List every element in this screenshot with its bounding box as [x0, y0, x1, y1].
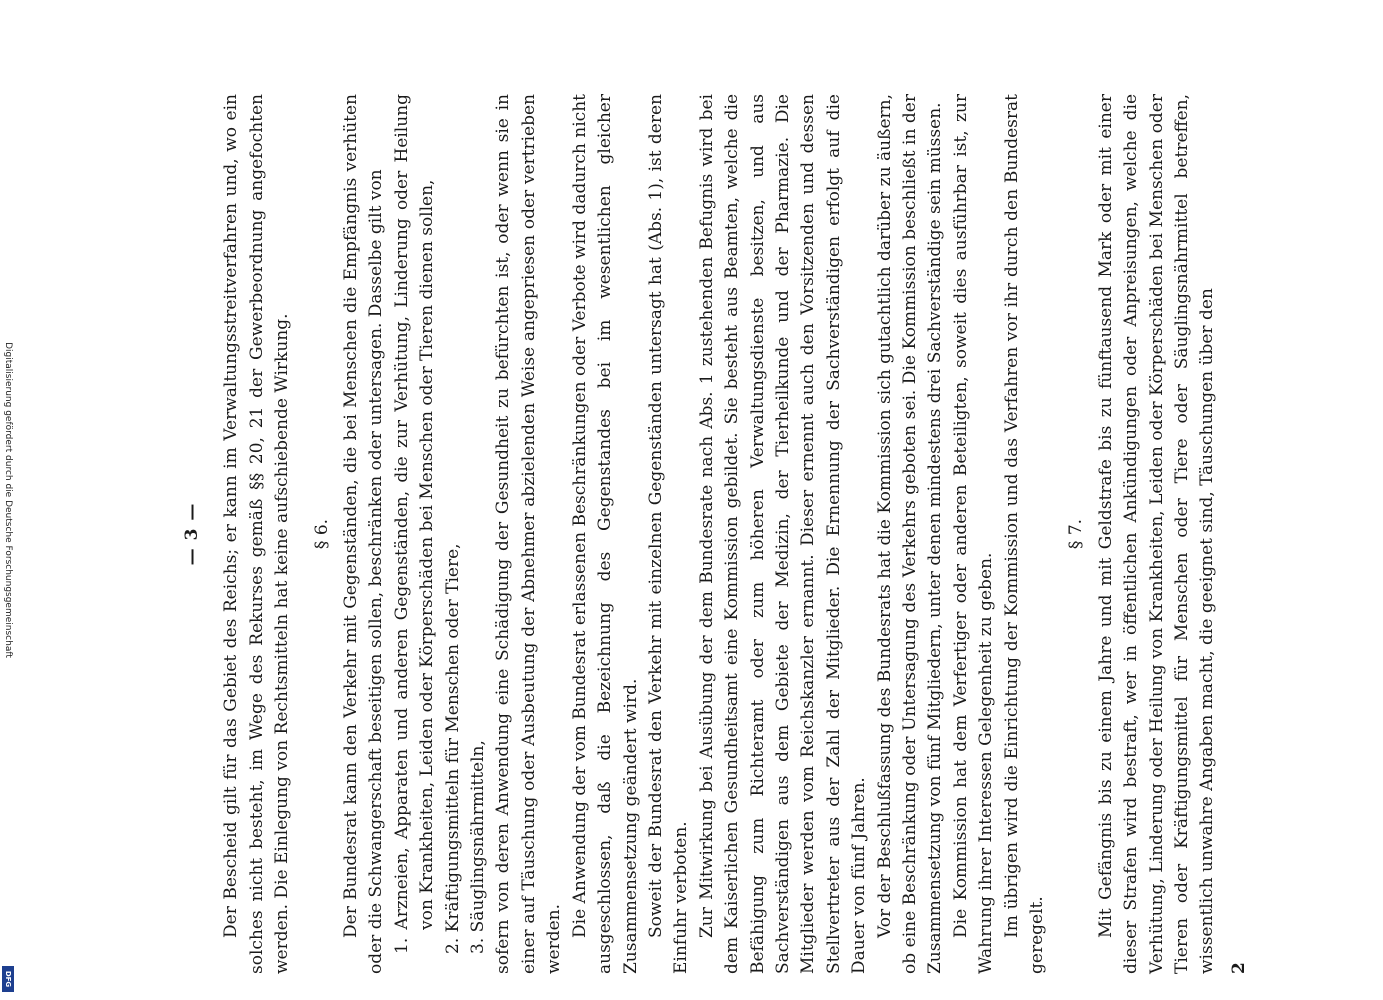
section-7-paragraph: Mit Gefängnis bis zu einem Jahre und mit Geldstrafe bis zu fünftausend Mark oder mit einer dieser Strafen wird bestraft, wer in öffentlichen Ankündigungen oder Anpreisungen, welche die Verhütung, Linderung oder Heilung von Krankheiten, Leiden oder Körperschäden bei Menschen oder Tieren oder Kräftigungsmittel für Menschen oder Tiere oder Säuglingsnährmittel betreffen, wissentlich unwahre Angaben macht, die geeignet sind, Täuschungen über den	[1095, 94, 1218, 974]
section-6-paragraph: Im übrigen wird die Einrichtung der Kommission und das Verfahren vor ihr durch den Bundesrat geregelt.	[1001, 94, 1047, 974]
section-7-heading: § 7.	[1066, 518, 1087, 550]
section-6-paragraph: Die Kommission hat dem Verfertiger oder anderen Beteiligten, soweit dies ausführbar ist, zur Wahrung ihrer Interessen Gelegenheit zu geben.	[950, 94, 997, 974]
section-6-intro: Der Bundesrat kann den Verkehr mit Gegenständen, die bei Menschen die Empfängnis verhüten oder die Schwangerschaft beseitigen sollen, beschränken oder untersagen. Dasselbe gilt von	[341, 94, 387, 974]
section-6-heading: § 6.	[311, 518, 332, 550]
section-6-item-2: 2. Kräftigungsmitteln für Menschen oder Tiere,	[442, 543, 463, 954]
section-6-item-1: 1. Arzneien, Apparaten und anderen Gegenständen, die zur Verhütung, Linderung oder Heilung von Krankheiten, Leiden oder Körperschäden bei Menschen oder Tieren dienen sollen,	[391, 94, 438, 954]
page-text	[180, 84, 1249, 984]
page-header: — 3 —	[182, 502, 202, 566]
paragraph-bescheid: Der Bescheid gilt für das Gebiet des Reichs; er kann im Verwaltungsstreitverfahren und, wo ein solches nicht besteht, im Wege des Rekurses gemäß §§ 20, 21 der Gewerbeordnung angefochten werden. Die Einlegung von Rechtsmitteln hat keine aufschiebende Wirkung.	[221, 94, 293, 974]
section-6-paragraph: Die Anwendung der vom Bundesrat erlassenen Beschränkungen oder Verbote wird dadurch nicht ausgeschlossen, daß die Bezeichnung des Gegenstandes bei im wesentlichen gleicher Zusammensetzung geändert wird.	[569, 94, 641, 974]
section-6-paragraph: Zur Mitwirkung bei Ausübung der dem Bundesrate nach Abs. 1 zustehenden Befugnis wird bei dem Kaiserlichen Gesundheitsamt eine Kommission gebildet. Sie besteht aus Beamten, welche die Befähigung zum Richteramt oder zum höheren Verwaltungsdienste besitzen, und aus Sachverständigen aus dem Gebiete der Medizin, der Tierheilkunde und der Pharmazie. Die Mitglieder werden vom Reichskanzler ernannt. Dieser ernennt auch den Vorsitzenden und dessen Stellvertreter aus der Zahl der Mitglieder. Die Ernennung der Sachverständigen erfolgt auf die Dauer von fünf Jahren.	[696, 94, 870, 974]
margin-credit	[0, 0, 16, 1000]
section-6-paragraph: Soweit der Bundesrat den Verkehr mit einzelnen Gegenständen untersagt hat (Abs. 1), ist deren Einfuhr verboten.	[645, 94, 692, 974]
sheet-signature: 2	[1228, 962, 1249, 974]
section-6-paragraph: sofern von deren Anwendung eine Schädigung der Gesundheit zu befürchten ist, oder wenn sie in einer auf Täuschung oder Ausbeutung der Abnehmer abzielenden Weise angepriesen oder vertrieben werden.	[493, 94, 565, 974]
page-rotation	[180, 84, 1249, 984]
section-6-item-3: 3. Säuglingsnährmitteln,	[468, 740, 489, 954]
dfg-logo-text: DFG	[4, 970, 12, 988]
section-6-paragraph: Vor der Beschlußfassung des Bundesrats hat die Kommission sich gutachtlich darüber zu äußern, ob eine Beschränkung oder Untersagung des Verkehrs geboten sei. Die Kommission beschließt in der Zusammensetzung von fünf Mitgliedern, unter denen mindestens drei Sachverständige sein müssen.	[874, 94, 946, 974]
dfg-logo	[2, 966, 14, 992]
scanned-page	[180, 84, 1249, 984]
credit-text: Digitalisierung gefördert durch die Deutsche Forschungsgemeinschaft	[3, 342, 13, 658]
